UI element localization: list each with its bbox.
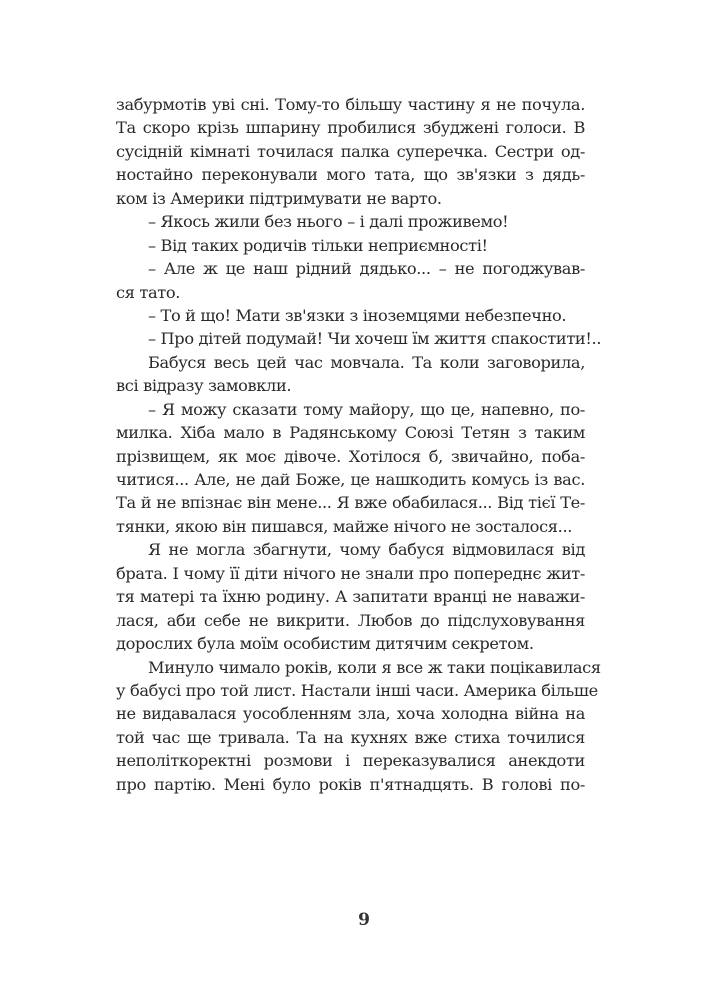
text-line: – Від таких родичів тільки неприємності! bbox=[148, 235, 488, 255]
text-line: той час ще тривала. Та на кухнях вже стиха точилися bbox=[116, 727, 585, 747]
text-line: у бабусі про той лист. Настали інші часи. Америка більше bbox=[116, 680, 598, 700]
text-line: неполіткоректні розмови і переказувалися анекдоти bbox=[116, 751, 585, 771]
text-line: сусідній кімнаті точилася палка суперечка. Сестри од- bbox=[116, 141, 585, 161]
text-line: Я не могла збагнути, чому бабуся відмовилася від bbox=[148, 540, 585, 560]
text-line: забурмотів уві сні. Тому-то більшу частину я не почула. bbox=[116, 95, 585, 114]
text-line: брата. І чому її діти нічого не знали про попереднє жит- bbox=[116, 563, 585, 583]
text-line: тя матері та їхню родину. А запитати вранці не наважи- bbox=[116, 587, 585, 607]
text-line: дорослих була моїм особистим дитячим секретом. bbox=[116, 634, 534, 654]
text-line: ком із Америки підтримувати не варто. bbox=[116, 188, 442, 208]
text-line: не видавалася уособленням зла, хоча холодна війна на bbox=[116, 704, 585, 724]
text-line: – Про дітей подумай! Чи хочеш їм життя спакостити!.. bbox=[148, 329, 602, 349]
text-line: ностайно переконували мого тата, що зв'язки з дядь- bbox=[116, 165, 585, 185]
text-line: Минуло чимало років, коли я все ж таки поцікавилася bbox=[148, 657, 601, 677]
text-line: – Я можу сказати тому майору, що це, напевно, по- bbox=[148, 399, 585, 419]
text-line: Бабуся весь цей час мовчала. Та коли заговорила, bbox=[148, 352, 585, 372]
text-line: ся тато. bbox=[116, 282, 181, 302]
text-line: милка. Хіба мало в Радянському Союзі Тетян з таким bbox=[116, 423, 585, 443]
text-line: тянки, якою він пишався, майже нічого не зосталося... bbox=[116, 516, 573, 536]
text-line: всі відразу замовкли. bbox=[116, 376, 292, 396]
page-number: 9 bbox=[358, 910, 370, 930]
text-line: прізвищем, як моє дівоче. Хотілося б, звичайно, поба- bbox=[116, 446, 585, 466]
text-line: про партію. Мені було років п'ятнадцять. В голові по- bbox=[116, 774, 585, 794]
text-line: лася, аби себе не викрити. Любов до підслуховування bbox=[116, 610, 585, 630]
text-line: – Але ж це наш рідний дядько... – не погоджував- bbox=[148, 259, 585, 279]
page-body-text bbox=[116, 93, 602, 796]
text-line: Та скоро крізь шпарину пробилися збуджені голоси. В bbox=[116, 118, 585, 138]
text-line: Та й не впізнає він мене... Я вже обабилася... Від тієї Те- bbox=[116, 493, 585, 513]
text-line: читися... Але, не дай Боже, це нашкодить комусь із вас. bbox=[116, 470, 585, 489]
text-line: – То й що! Мати зв'язки з іноземцями небезпечно. bbox=[148, 305, 567, 325]
text-line: – Якось жили без нього – і далі проживемо! bbox=[148, 212, 509, 232]
